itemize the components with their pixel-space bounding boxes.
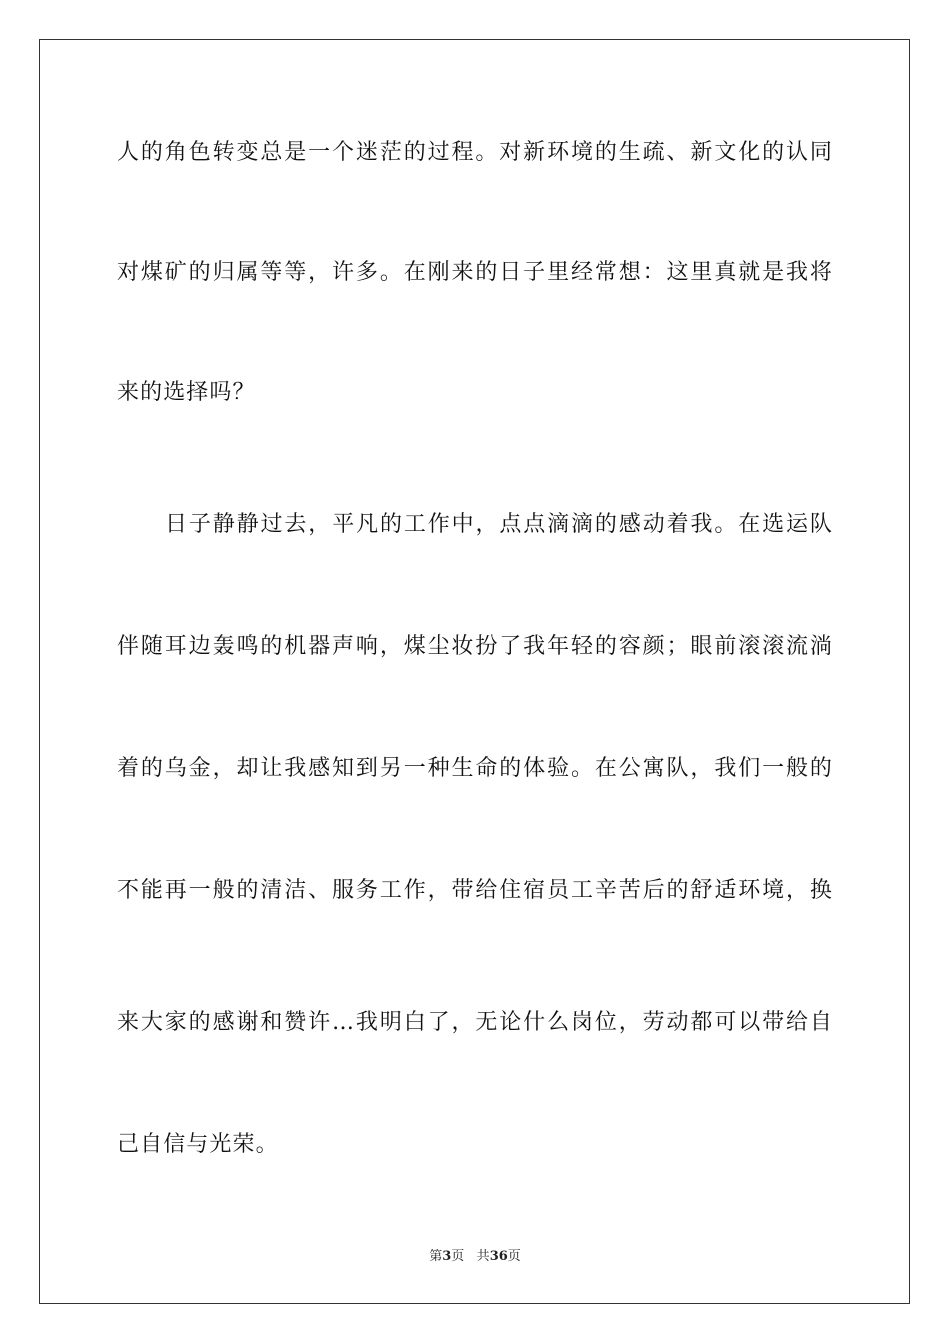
page-footer: [0, 1248, 950, 1266]
text-line: 人的角色转变总是一个迷茫的过程。对新环境的生疏、新文化的认同: [117, 140, 833, 165]
paragraph-first-line: 日子静静过去，平凡的工作中，点点滴滴的感动着我。在选运队: [165, 512, 833, 537]
text-line: 对煤矿的归属等等，许多。在刚来的日子里经常想：这里真就是我将: [117, 260, 833, 285]
text-line: 不能再一般的清洁、服务工作，带给住宿员工辛苦后的舒适环境，换: [117, 878, 833, 903]
text-line: 己自信与光荣。: [117, 1132, 279, 1157]
text-line: 来的选择吗？: [117, 380, 256, 405]
page-total: 36: [489, 1249, 508, 1264]
total-suffix: 页: [507, 1249, 521, 1264]
page-current: 3: [442, 1249, 452, 1264]
text-line: 伴随耳边轰鸣的机器声响，煤尘妆扮了我年轻的容颜；眼前滚滚流淌: [117, 634, 833, 659]
text-line: 来大家的感谢和赞许…我明白了，无论什么岗位，劳动都可以带给自: [117, 1010, 833, 1035]
page-suffix: 页: [451, 1249, 465, 1264]
total-prefix: 共: [476, 1249, 490, 1264]
page-prefix: 第: [429, 1249, 443, 1264]
text-line: 着的乌金，却让我感知到另一种生命的体验。在公寓队，我们一般的: [117, 756, 833, 781]
page-border: [39, 39, 910, 1304]
